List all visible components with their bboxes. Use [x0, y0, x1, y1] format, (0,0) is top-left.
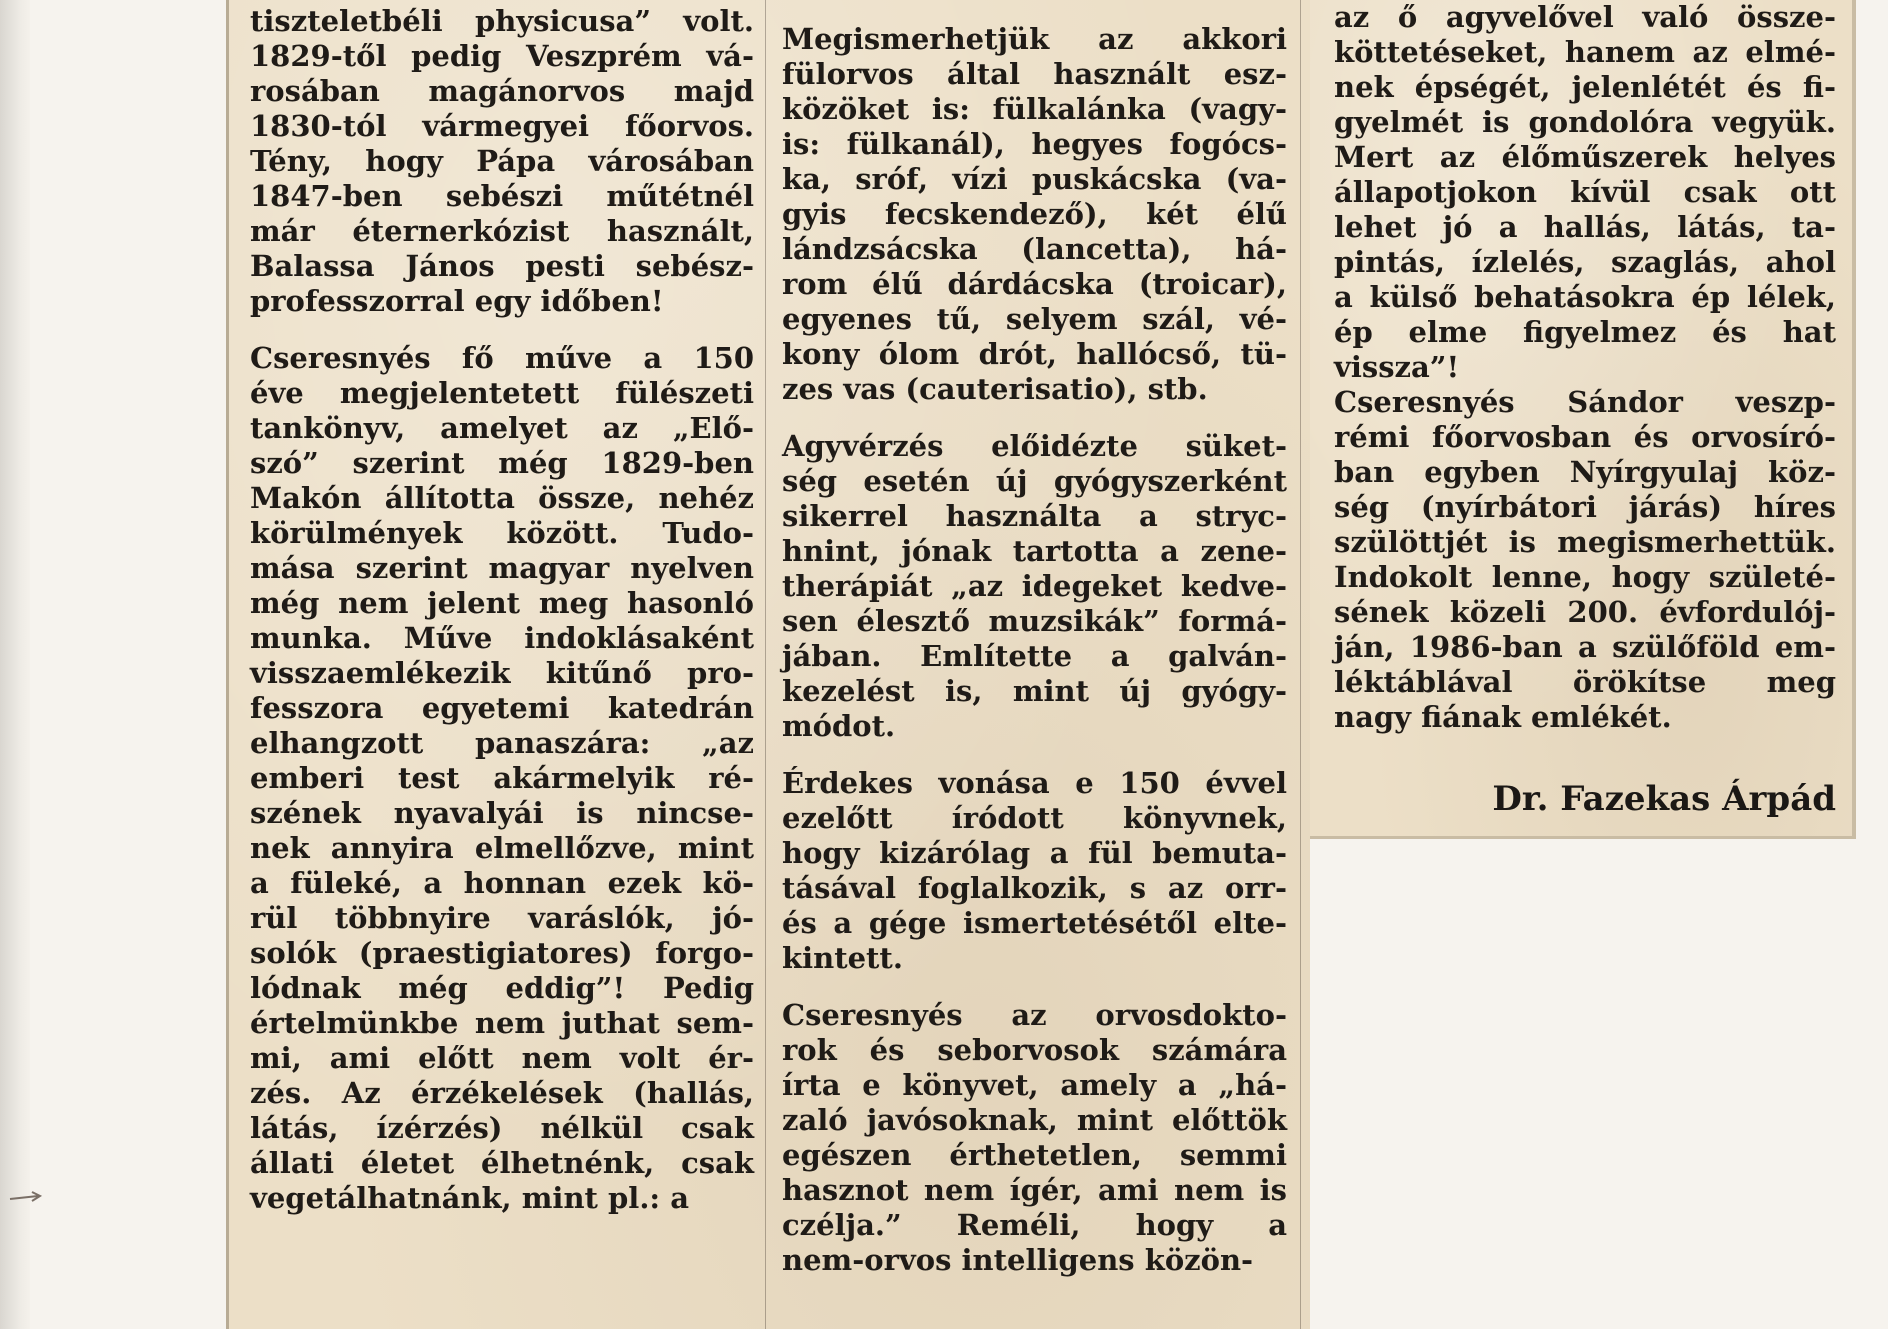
text-line: ség (nyírbátori járás) híres [1334, 490, 1836, 524]
scan-shadow [0, 0, 30, 1329]
text-line: egyenes tű, selyem szál, vé- [782, 302, 1287, 336]
text-line: lódnak még eddig”! Pedig [250, 971, 754, 1005]
text-line: Érdekes vonása e 150 évvel [782, 766, 1287, 800]
column-rule-2 [1300, 0, 1301, 1329]
text-line: lándzsácska (lancetta), há- [782, 232, 1287, 266]
text-line: értelmünkbe nem juthat sem- [250, 1006, 754, 1040]
clipping-edge-left [226, 0, 229, 1329]
text-line: kony ólom drót, hallócső, tü- [782, 337, 1287, 371]
text-line: a külső behatásokra ép lélek, [1334, 280, 1836, 314]
text-line: nek épségét, jelenlétét és fi- [1334, 70, 1836, 104]
text-line: rül többnyire varáslók, jó- [250, 901, 754, 935]
text-line: gyelmét is gondolóra vegyük. [1334, 105, 1836, 139]
text-line: hasznot nem ígér, ami nem is [782, 1173, 1287, 1207]
text-line: Agyvérzés előidézte süket- [782, 429, 1287, 463]
text-line: és a gége ismertetésétől elte- [782, 906, 1287, 940]
text-line: is: fülkanál), hegyes fogócs- [782, 127, 1287, 161]
text-line: rémi főorvosban és orvosíró- [1334, 420, 1836, 454]
text-line: lehet jó a hallás, látás, ta- [1334, 210, 1836, 244]
text-line: munka. Műve indoklásaként [250, 621, 754, 655]
text-line: kintett. [782, 941, 903, 975]
clipping-edge-right [1852, 0, 1856, 838]
text-line: zes vas (cauterisatio), stb. [782, 372, 1208, 406]
article-column-1 [250, 4, 754, 1216]
text-line: ján, 1986-ban a szülőföld em- [1334, 630, 1836, 664]
text-line: körülmények között. Tudo- [250, 516, 754, 550]
text-line: Cseresnyés az orvosdokto- [782, 998, 1287, 1032]
text-line: tásával foglalkozik, s az orr- [782, 871, 1287, 905]
text-line: nagy fiának emlékét. [1334, 700, 1672, 734]
text-line: Cseresnyés Sándor veszp- [1334, 385, 1836, 419]
paragraph-gap [782, 976, 1287, 998]
text-line: ban egyben Nyírgyulaj köz- [1334, 455, 1836, 489]
text-line: mása szerint magyar nyelven [250, 551, 754, 585]
text-line: vissza”! [1334, 350, 1460, 384]
text-line: sikerrel használta a stryc- [782, 499, 1287, 533]
text-line: közöket is: fülkalánka (vagy- [782, 92, 1287, 126]
text-line: rosában magánorvos majd [250, 74, 754, 108]
paragraph-gap [250, 319, 754, 341]
text-line: köttetéseket, hanem az elmé- [1334, 35, 1836, 69]
text-line: tiszteletbéli physicusa” volt. [250, 4, 754, 38]
paragraph-gap [782, 407, 1287, 429]
text-line: nek annyira elmellőzve, mint [250, 831, 754, 865]
text-line: Megismerhetjük az akkori [782, 22, 1287, 56]
text-line: solók (praestigiatores) forgo- [250, 936, 754, 970]
text-line: már éternerkózist használt, [250, 214, 754, 248]
text-line: sének közeli 200. évfordulój- [1334, 595, 1836, 629]
text-line: még nem jelent meg hasonló [250, 586, 754, 620]
text-line: Tény, hogy Pápa városában [250, 144, 754, 178]
text-line: tankönyv, amelyet az „Elő- [250, 411, 754, 445]
paragraph-gap [782, 744, 1287, 766]
text-line: Balassa János pesti sebész- [250, 249, 754, 283]
text-line: zés. Az érzékelések (hallás, [250, 1076, 754, 1110]
text-line: pintás, ízlelés, szaglás, ahol [1334, 245, 1836, 279]
text-line: hnint, jónak tartotta a zene- [782, 534, 1287, 568]
text-line: látás, ízérzés) nélkül csak [250, 1111, 754, 1145]
text-line: rok és seborvosok számára [782, 1033, 1287, 1067]
clipping-edge-bottom [1310, 836, 1856, 839]
text-line: 1829-től pedig Veszprém vá- [250, 39, 754, 73]
text-line: 1830-tól vármegyei főorvos. [250, 109, 754, 143]
text-line: módot. [782, 709, 896, 743]
text-line: nem-orvos intelligens közön- [782, 1243, 1254, 1277]
text-line: emberi test akármelyik ré- [250, 761, 754, 795]
text-line: állati életet élhetnénk, csak [250, 1146, 754, 1180]
text-line: zaló javósoknak, mint előttök [782, 1103, 1287, 1137]
text-line: az ő agyvelővel való össze- [1334, 0, 1836, 34]
text-line: therápiát „az idegeket kedve- [782, 569, 1287, 603]
column-rule-1 [765, 0, 766, 1329]
text-line: ezelőtt íródott könyvnek, [782, 801, 1287, 835]
article-column-2 [782, 22, 1287, 1278]
text-line: visszaemlékezik kitűnő pro- [250, 656, 754, 690]
text-line: állapotjokon kívül csak ott [1334, 175, 1836, 209]
text-line: rom élű dárdácska (troicar), [782, 267, 1287, 301]
text-line: Makón állította össze, nehéz [250, 481, 754, 515]
text-line: ka, sróf, vízi puskácska (va- [782, 162, 1287, 196]
text-line: gyis fecskendező), két élű [782, 197, 1287, 231]
scan-mark-icon [8, 1190, 44, 1204]
text-line: sen élesztő muzsikák” formá- [782, 604, 1287, 638]
text-line: 1847-ben sebészi műtétnél [250, 179, 754, 213]
text-line: fesszora egyetemi katedrán [250, 691, 754, 725]
text-line: vegetálhatnánk, mint pl.: a [250, 1181, 690, 1215]
text-line: Cseresnyés fő műve a 150 [250, 341, 754, 375]
text-line: ép elme figyelmez és hat [1334, 315, 1836, 349]
text-line: czélja.” Reméli, hogy a [782, 1208, 1287, 1242]
text-line: a füleké, a honnan ezek kö- [250, 866, 754, 900]
text-line: írta e könyvet, amely a „há- [782, 1068, 1287, 1102]
text-line: egészen érthetetlen, semmi [782, 1138, 1287, 1172]
text-line: Indokolt lenne, hogy születé- [1334, 560, 1836, 594]
text-line: ség esetén új gyógyszerként [782, 464, 1287, 498]
text-line: Mert az élőműszerek helyes [1334, 140, 1836, 174]
text-line: kezelést is, mint új gyógy- [782, 674, 1287, 708]
article-column-3 [1334, 0, 1836, 735]
text-line: hogy kizárólag a fül bemuta- [782, 836, 1287, 870]
text-line: elhangzott panaszára: „az [250, 726, 754, 760]
text-line: mi, ami előtt nem volt ér- [250, 1041, 754, 1075]
text-line: léktáblával örökítse meg [1334, 665, 1836, 699]
text-line: fülorvos által használt esz- [782, 57, 1287, 91]
text-line: jában. Említette a galván- [782, 639, 1287, 673]
text-line: éve megjelentetett fülészeti [250, 376, 754, 410]
text-line: szülöttjét is megismerhettük. [1334, 525, 1836, 559]
author-byline: Dr. Fazekas Árpád [1492, 779, 1836, 819]
text-line: szének nyavalyái is nincse- [250, 796, 754, 830]
text-line: szó” szerint még 1829-ben [250, 446, 754, 480]
text-line: professzorral egy időben! [250, 284, 664, 318]
